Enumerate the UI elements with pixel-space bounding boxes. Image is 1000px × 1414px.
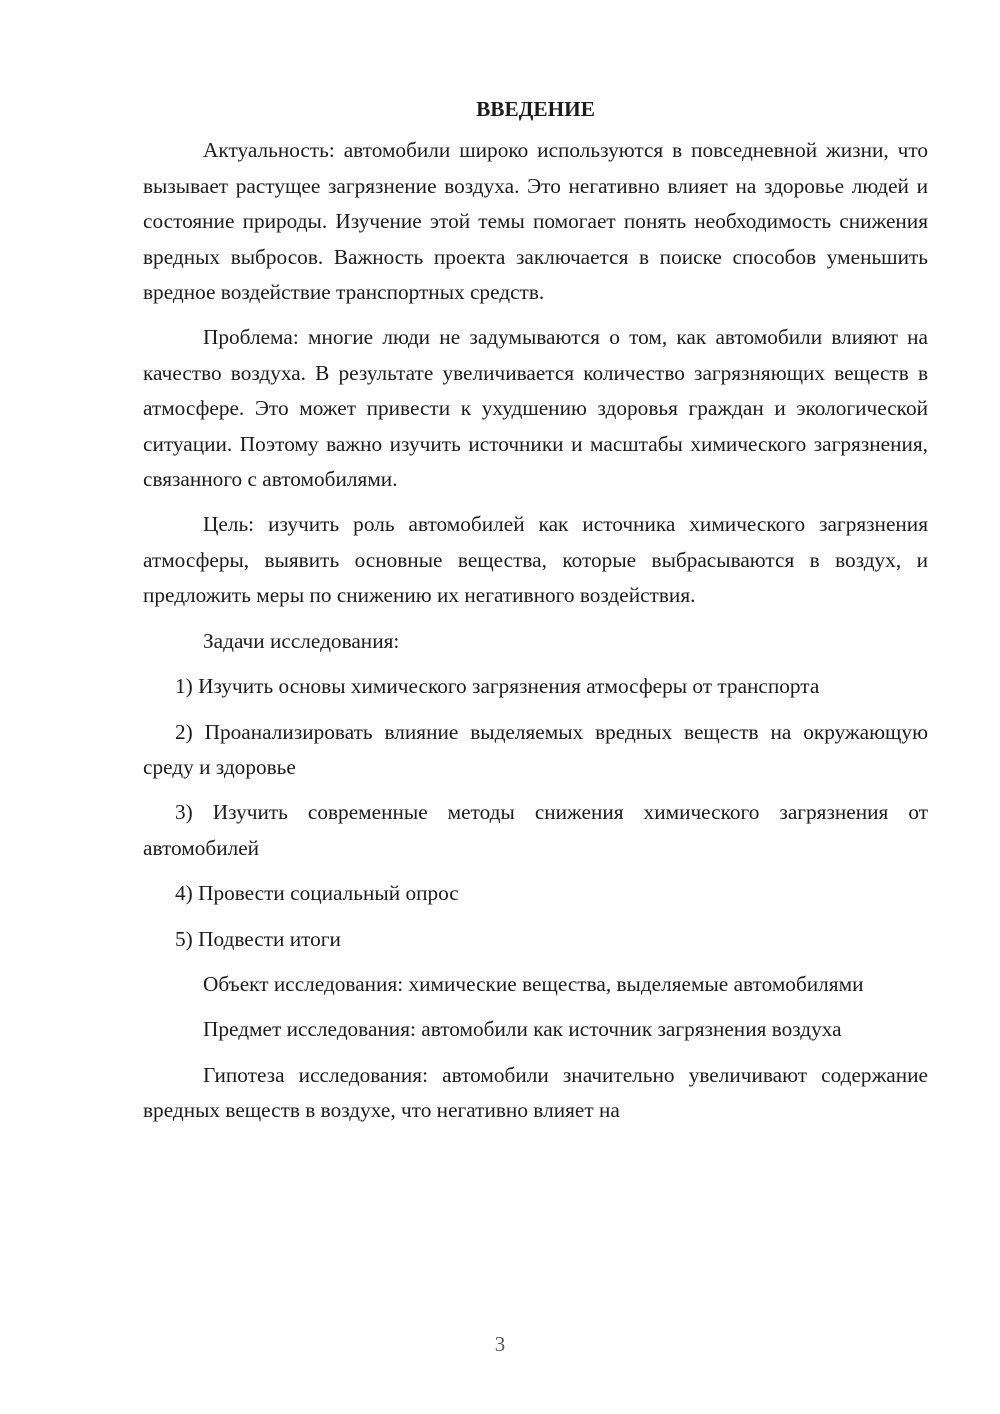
- paragraph-object: Объект исследования: химические вещества, выделяемые автомобилями: [203, 971, 864, 996]
- paragraph-problem: Проблема: многие люди не задумываются о том, как автомобили влияют на качество воздуха. В результате увеличивается количество загрязняющих веществ в атмосфере. Это может привести к ухудшению здоровья граждан и экологической ситуации. Поэтому важно изучить источники и масштабы химического загрязнения, связанного с автомобилями.: [143, 325, 928, 492]
- task-item-4: 4) Провести социальный опрос: [175, 881, 459, 906]
- paragraph-relevance: Актуальность: автомобили широко используются в повседневной жизни, что вызывает растущее загрязнение воздуха. Это негативно влияет на здоровье людей и состояние природы. Изучение этой темы помогает понять необходимость снижения вредных выбросов. Важность проекта заключается в поиске способов уменьшить вредное воздействие транспортных средств.: [143, 138, 928, 305]
- task-item-5: 5) Подвести итоги: [175, 926, 341, 951]
- paragraph-goal: Цель: изучить роль автомобилей как источника химического загрязнения атмосферы, выявить основные вещества, которые выбрасываются в воздух, и предложить меры по снижению их негативного воздействия.: [143, 512, 928, 608]
- task-item-1: 1) Изучить основы химического загрязнения атмосферы от транспорта: [175, 674, 820, 699]
- paragraph-hypothesis: Гипотеза исследования: автомобили значительно увеличивают содержание вредных веществ в воздухе, что негативно влияет на: [143, 1062, 928, 1123]
- paragraph-subject: Предмет исследования: автомобили как источник загрязнения воздуха: [203, 1017, 842, 1042]
- tasks-heading: Задачи исследования:: [203, 628, 400, 653]
- task-item-2: 2) Проанализировать влияние выделяемых вредных веществ на окружающую среду и здоровье: [143, 719, 928, 779]
- task-item-3: 3) Изучить современные методы снижения химического загрязнения от автомобилей: [143, 800, 928, 860]
- section-title: ВВЕДЕНИЕ: [476, 97, 595, 121]
- page-number: 3: [494, 1332, 506, 1356]
- page-content: [143, 92, 928, 1129]
